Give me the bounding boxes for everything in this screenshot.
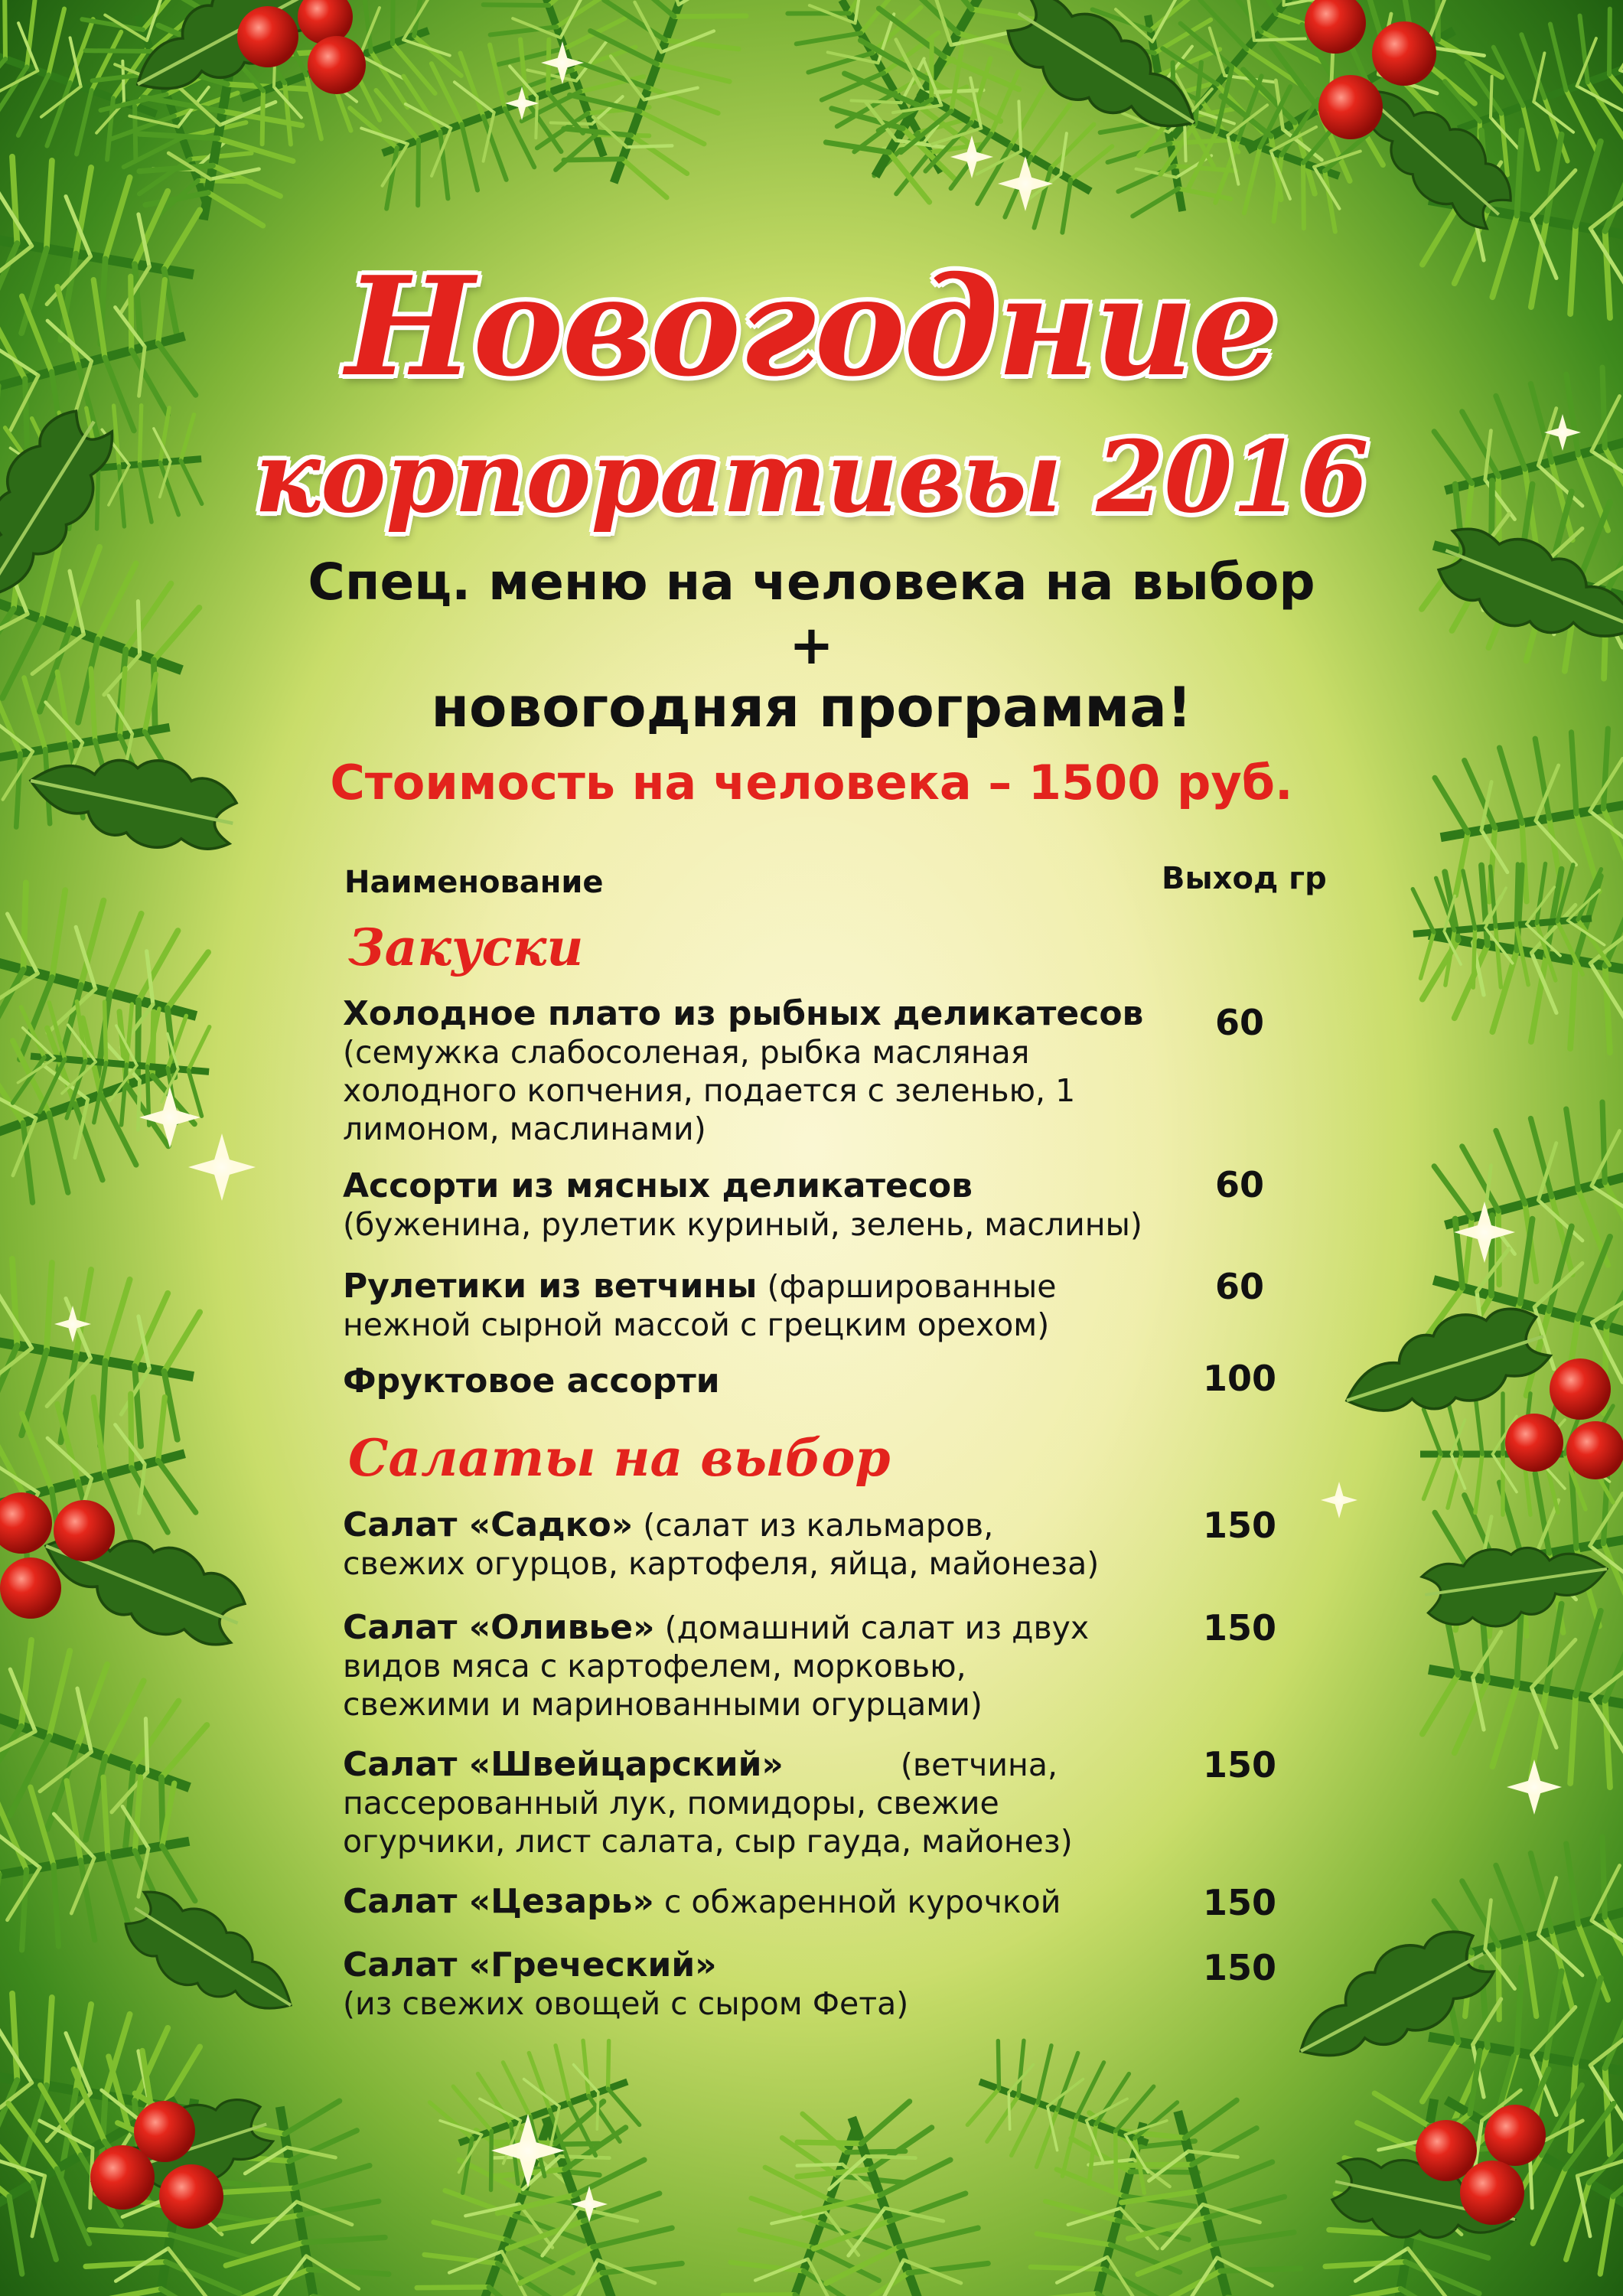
menu-item (343, 1883, 1192, 1921)
menu-item-yield: 150 (1202, 1947, 1277, 1988)
menu-item-yield: 150 (1202, 1882, 1277, 1923)
section-title-salads: Салаты на выбор (348, 1428, 891, 1488)
menu-item (343, 1946, 1192, 2023)
menu-item-yield: 60 (1214, 1266, 1264, 1307)
menu-item-description: (ветчина, пассерованный лук, помидоры, свежие огурчики, лист салата, сыр гауда, майонез) (343, 1746, 1073, 1860)
menu-item-name: Салат «Греческий» (343, 1945, 717, 1985)
subtitle-plus: + (789, 614, 834, 677)
poster-title: Новогодние (345, 246, 1278, 406)
menu-item (343, 1609, 1108, 1724)
menu-item-name: Салат «Швейцарский» (343, 1745, 784, 1784)
menu-item (343, 1362, 1192, 1401)
menu-item-name: Рулетики из ветчины (343, 1267, 758, 1306)
menu-item (343, 995, 1192, 1148)
menu-item (343, 1267, 1108, 1344)
menu-item-name: Холодное плато из рыбных деликатесов (343, 994, 1144, 1033)
menu-item (343, 1746, 1116, 1861)
column-header-yield: Выход гр (1162, 861, 1327, 896)
menu-item-name: Ассорти из мясных деликатесов (343, 1166, 973, 1205)
menu-item-description: (буженина, рулетик куриный, зелень, маслины) (343, 1206, 1142, 1243)
price-per-person: Стоимость на человека – 1500 руб. (330, 755, 1293, 810)
section-title-appetizers: Закуски (348, 918, 584, 977)
menu-item (343, 1167, 1192, 1244)
menu-item-yield: 150 (1202, 1744, 1277, 1786)
menu-item-yield: 60 (1214, 1002, 1264, 1043)
menu-item-yield: 150 (1202, 1607, 1277, 1649)
menu-item-description: (семужка слабосоленая, рыбка масляная холодного копчения, подается с зеленью, 1 лимоном, маслинами) (343, 1034, 1076, 1147)
menu-item-yield: 100 (1202, 1358, 1277, 1399)
menu-item-name: Салат «Цезарь» (343, 1882, 654, 1921)
subtitle-menu: Спец. меню на человека на выбор (308, 553, 1315, 612)
menu-item-description: (салат из кальмаров, свежих огурцов, картофеля, яйца, майонеза) (343, 1507, 1100, 1582)
menu-item (343, 1506, 1123, 1583)
poster-title-year: корпоративы 2016 (254, 420, 1369, 535)
menu-item-name: Салат «Садко» (343, 1505, 634, 1544)
menu-item-name: Фруктовое ассорти (343, 1362, 720, 1401)
menu-item-description: (домашний салат из двух видов мяса с картофелем, морковью, свежими и маринованными огурцами) (343, 1609, 1090, 1723)
menu-item-description: с обжаренной курочкой (663, 1883, 1061, 1920)
menu-item-description: (из свежих овощей с сыром Фета) (343, 1985, 909, 2022)
subtitle-program: новогодняя программа! (431, 675, 1192, 739)
menu-item-name: Салат «Оливье» (343, 1608, 655, 1647)
menu-item-description: (фаршированные нежной сырной массой с грецким орехом) (343, 1268, 1057, 1343)
menu-item-yield: 60 (1214, 1164, 1264, 1205)
menu-item-yield: 150 (1202, 1505, 1277, 1546)
column-header-name: Наименование (344, 865, 604, 900)
